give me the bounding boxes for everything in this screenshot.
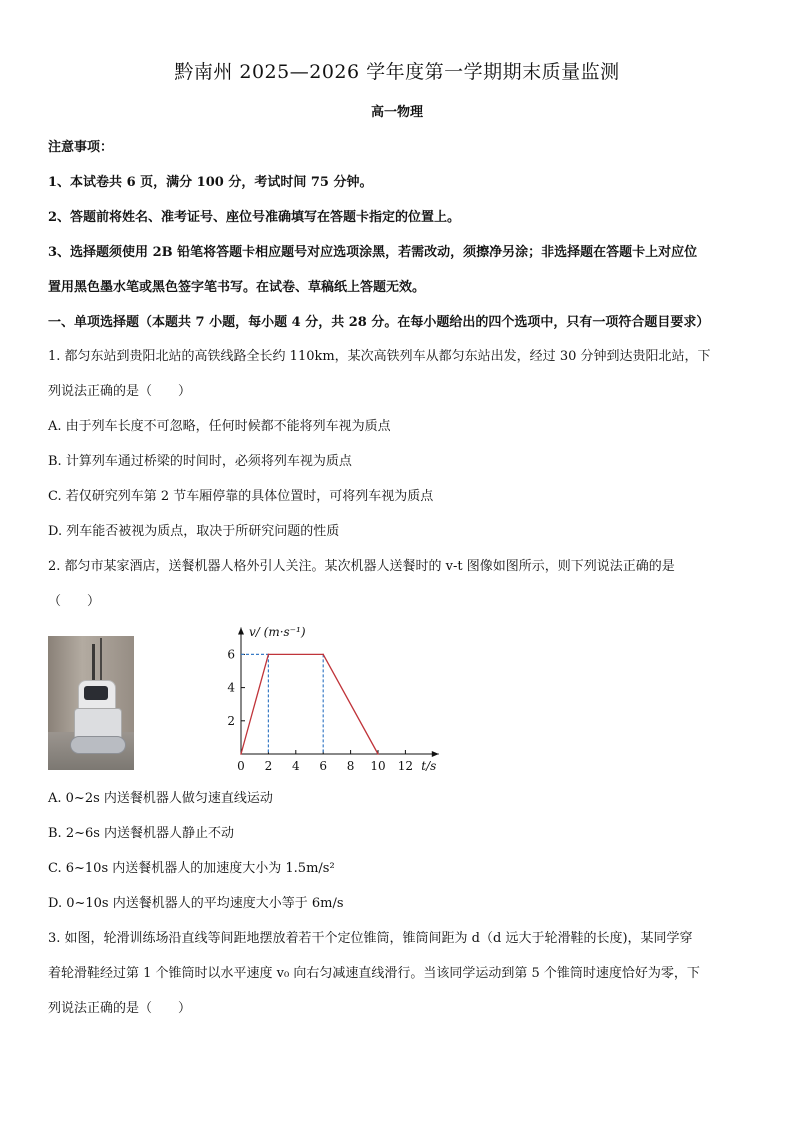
x-tick-label: 0 (237, 759, 245, 773)
q1-stem: 列说法正确的是（ ） (48, 384, 192, 399)
y-tick-label: 2 (227, 713, 235, 728)
q2-stem: 2. 都匀市某家酒店，送餐机器人格外引人关注。某次机器人送餐时的 v-t 图像如图所示，则下列说法正确的是 (48, 559, 675, 574)
q3-stem: 列说法正确的是（ ） (48, 1001, 192, 1016)
q1-option-a: A. 由于列车长度不可忽略，任何时候都不能将列车视为质点 (48, 419, 391, 434)
q2-option-d: D. 0~10s 内送餐机器人的平均速度大小等于 6m/s (48, 896, 344, 911)
q2-option-a: A. 0~2s 内送餐机器人做匀速直线运动 (48, 791, 273, 806)
x-tick-label: 10 (370, 759, 386, 773)
y-axis-label: v/ (m·s⁻¹) (249, 625, 306, 639)
notice-item: 3、选择题须使用 2B 铅笔将答题卡相应题号对应选项涂黑，若需改动，须擦净另涂；非选择题在答题卡上对应位 (48, 245, 698, 260)
robot-photo (48, 636, 134, 770)
q3-stem: 着轮滑鞋经过第 1 个锥筒时以水平速度 v₀ 向右匀减速直线滑行。当该同学运动到第 5 个锥筒时速度恰好为零，下 (48, 966, 700, 981)
q2-option-b: B. 2~6s 内送餐机器人静止不动 (48, 826, 235, 841)
q1-option-c: C. 若仅研究列车第 2 节车厢停靠的具体位置时，可将列车视为质点 (48, 489, 434, 504)
x-tick-label: 8 (346, 759, 355, 773)
page-title: 黔南州 2025—2026 学年度第一学期期末质量监测 (174, 61, 620, 83)
notice-item: 1、本试卷共 6 页，满分 100 分，考试时间 75 分钟。 (48, 175, 373, 190)
x-tick-label: 6 (319, 759, 328, 773)
x-tick-label: 2 (264, 759, 273, 773)
x-tick-label: 12 (397, 759, 414, 773)
q2-option-c: C. 6~10s 内送餐机器人的加速度大小为 1.5m/s² (48, 861, 335, 876)
section-heading: 一、单项选择题（本题共 7 小题，每小题 4 分，共 28 分。在每小题给出的四个选项中，只有一项符合题目要求） (48, 315, 710, 330)
vt-series-line (241, 654, 378, 754)
vt-data-point (377, 753, 379, 755)
q1-stem: 1. 都匀东站到贵阳北站的高铁线路全长约 110km，某次高铁列车从都匀东站出发，经过 30 分钟到达贵阳北站，下 (48, 349, 711, 364)
page-subtitle: 高一物理 (370, 105, 423, 120)
q3-stem: 3. 如图，轮滑训练场沿直线等间距地摆放着若干个定位锥筒，锥筒间距为 d（d 远大于轮滑鞋的长度)，某同学穿 (48, 931, 693, 946)
q2-figure (48, 622, 437, 782)
y-tick-label: 6 (227, 647, 235, 662)
vt-data-point (268, 654, 270, 656)
vt-chart (186, 622, 437, 782)
q2-stem: （ ） (48, 594, 101, 609)
vt-data-point (240, 753, 242, 755)
notice-heading: 注意事项： (48, 140, 114, 155)
x-tick-label: 4 (291, 759, 300, 773)
x-axis-label: t/s (421, 759, 437, 773)
vt-data-point (322, 654, 324, 656)
q1-option-d: D. 列车能否被视为质点，取决于所研究问题的性质 (48, 524, 340, 539)
y-tick-label: 4 (227, 680, 235, 695)
x-axis-arrow (432, 751, 439, 757)
y-axis-arrow (238, 628, 244, 635)
q1-option-b: B. 计算列车通过桥梁的时间时，必须将列车视为质点 (48, 454, 352, 469)
notice-item: 置用黑色墨水笔或黑色签字笔书写。在试卷、草稿纸上答题无效。 (48, 280, 426, 295)
notice-item: 2、答题前将姓名、准考证号、座位号准确填写在答题卡指定的位置上。 (48, 210, 461, 225)
